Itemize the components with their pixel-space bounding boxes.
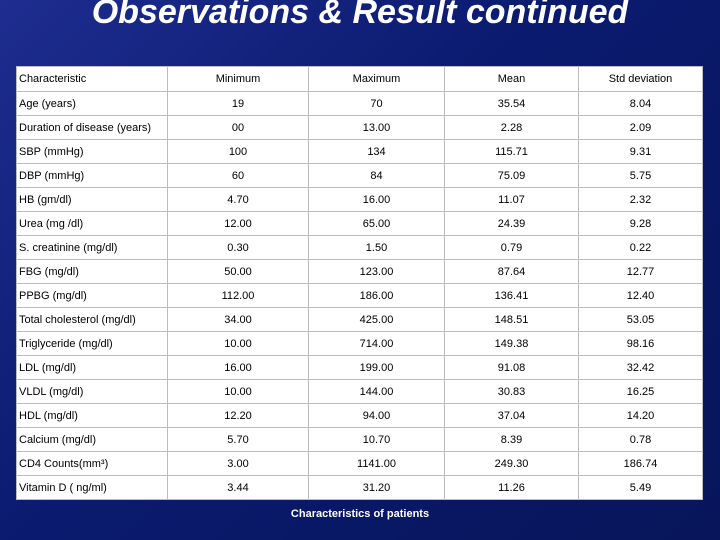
cell-mean: 115.71 — [445, 140, 579, 164]
cell-mean: 2.28 — [445, 116, 579, 140]
cell-mean: 11.07 — [445, 188, 579, 212]
cell-characteristic: Triglyceride (mg/dl) — [17, 332, 168, 356]
cell-mean: 91.08 — [445, 356, 579, 380]
cell-maximum: 1.50 — [309, 236, 445, 260]
cell-std-deviation: 9.28 — [579, 212, 703, 236]
cell-mean: 149.38 — [445, 332, 579, 356]
cell-maximum: 13.00 — [309, 116, 445, 140]
table-caption: Characteristics of patients — [290, 508, 430, 520]
slide-title: Observations & Result continued — [91, 0, 629, 31]
cell-characteristic: Calcium (mg/dl) — [17, 428, 168, 452]
table-body — [17, 92, 703, 500]
cell-std-deviation: 14.20 — [579, 404, 703, 428]
cell-maximum: 1141.00 — [309, 452, 445, 476]
cell-mean: 11.26 — [445, 476, 579, 500]
cell-std-deviation: 2.32 — [579, 188, 703, 212]
cell-minimum: 60 — [168, 164, 309, 188]
table-row — [17, 380, 703, 404]
cell-mean: 24.39 — [445, 212, 579, 236]
header-maximum: Maximum — [309, 67, 445, 92]
cell-std-deviation: 9.31 — [579, 140, 703, 164]
cell-std-deviation: 98.16 — [579, 332, 703, 356]
cell-minimum: 00 — [168, 116, 309, 140]
cell-mean: 249.30 — [445, 452, 579, 476]
table-row — [17, 236, 703, 260]
cell-minimum: 34.00 — [168, 308, 309, 332]
cell-minimum: 0.30 — [168, 236, 309, 260]
cell-characteristic: Total cholesterol (mg/dl) — [17, 308, 168, 332]
cell-mean: 8.39 — [445, 428, 579, 452]
cell-mean: 0.79 — [445, 236, 579, 260]
table-row — [17, 260, 703, 284]
cell-characteristic: VLDL (mg/dl) — [17, 380, 168, 404]
cell-characteristic: SBP (mmHg) — [17, 140, 168, 164]
cell-maximum: 134 — [309, 140, 445, 164]
cell-maximum: 10.70 — [309, 428, 445, 452]
header-std-deviation: Std deviation — [579, 67, 703, 92]
cell-minimum: 50.00 — [168, 260, 309, 284]
cell-maximum: 16.00 — [309, 188, 445, 212]
table-row — [17, 404, 703, 428]
cell-maximum: 94.00 — [309, 404, 445, 428]
cell-mean: 30.83 — [445, 380, 579, 404]
cell-minimum: 10.00 — [168, 380, 309, 404]
cell-characteristic: CD4 Counts(mm³) — [17, 452, 168, 476]
cell-maximum: 84 — [309, 164, 445, 188]
cell-std-deviation: 0.22 — [579, 236, 703, 260]
cell-std-deviation: 32.42 — [579, 356, 703, 380]
cell-minimum: 112.00 — [168, 284, 309, 308]
cell-maximum: 199.00 — [309, 356, 445, 380]
table-row — [17, 308, 703, 332]
table-row — [17, 164, 703, 188]
cell-mean: 87.64 — [445, 260, 579, 284]
cell-minimum: 16.00 — [168, 356, 309, 380]
cell-maximum: 70 — [309, 92, 445, 116]
table-row — [17, 356, 703, 380]
cell-minimum: 10.00 — [168, 332, 309, 356]
header-characteristic: Characteristic — [17, 67, 168, 92]
table-row — [17, 92, 703, 116]
cell-characteristic: HB (gm/dl) — [17, 188, 168, 212]
table-row — [17, 452, 703, 476]
cell-minimum: 4.70 — [168, 188, 309, 212]
cell-std-deviation: 5.49 — [579, 476, 703, 500]
cell-minimum: 12.20 — [168, 404, 309, 428]
cell-mean: 35.54 — [445, 92, 579, 116]
cell-std-deviation: 0.78 — [579, 428, 703, 452]
header-mean: Mean — [445, 67, 579, 92]
cell-characteristic: DBP (mmHg) — [17, 164, 168, 188]
cell-characteristic: PPBG (mg/dl) — [17, 284, 168, 308]
cell-characteristic: LDL (mg/dl) — [17, 356, 168, 380]
characteristics-table-container — [16, 66, 702, 499]
cell-maximum: 186.00 — [309, 284, 445, 308]
cell-minimum: 19 — [168, 92, 309, 116]
cell-std-deviation: 12.40 — [579, 284, 703, 308]
cell-std-deviation: 2.09 — [579, 116, 703, 140]
cell-characteristic: FBG (mg/dl) — [17, 260, 168, 284]
cell-minimum: 100 — [168, 140, 309, 164]
cell-minimum: 12.00 — [168, 212, 309, 236]
table-header-row — [17, 67, 703, 92]
cell-maximum: 65.00 — [309, 212, 445, 236]
table-row — [17, 284, 703, 308]
cell-maximum: 714.00 — [309, 332, 445, 356]
cell-minimum: 3.44 — [168, 476, 309, 500]
cell-mean: 37.04 — [445, 404, 579, 428]
cell-std-deviation: 16.25 — [579, 380, 703, 404]
header-minimum: Minimum — [168, 67, 309, 92]
table-row — [17, 476, 703, 500]
cell-minimum: 3.00 — [168, 452, 309, 476]
cell-maximum: 31.20 — [309, 476, 445, 500]
cell-characteristic: Age (years) — [17, 92, 168, 116]
table-row — [17, 116, 703, 140]
table-row — [17, 212, 703, 236]
characteristics-table — [16, 66, 703, 500]
cell-characteristic: S. creatinine (mg/dl) — [17, 236, 168, 260]
cell-std-deviation: 12.77 — [579, 260, 703, 284]
cell-std-deviation: 186.74 — [579, 452, 703, 476]
cell-characteristic: Urea (mg /dl) — [17, 212, 168, 236]
cell-mean: 75.09 — [445, 164, 579, 188]
table-row — [17, 188, 703, 212]
cell-std-deviation: 5.75 — [579, 164, 703, 188]
table-row — [17, 428, 703, 452]
cell-maximum: 425.00 — [309, 308, 445, 332]
cell-maximum: 144.00 — [309, 380, 445, 404]
cell-std-deviation: 53.05 — [579, 308, 703, 332]
cell-std-deviation: 8.04 — [579, 92, 703, 116]
table-row — [17, 140, 703, 164]
table-row — [17, 332, 703, 356]
cell-characteristic: Duration of disease (years) — [17, 116, 168, 140]
cell-minimum: 5.70 — [168, 428, 309, 452]
cell-maximum: 123.00 — [309, 260, 445, 284]
cell-characteristic: HDL (mg/dl) — [17, 404, 168, 428]
cell-characteristic: Vitamin D ( ng/ml) — [17, 476, 168, 500]
cell-mean: 148.51 — [445, 308, 579, 332]
cell-mean: 136.41 — [445, 284, 579, 308]
